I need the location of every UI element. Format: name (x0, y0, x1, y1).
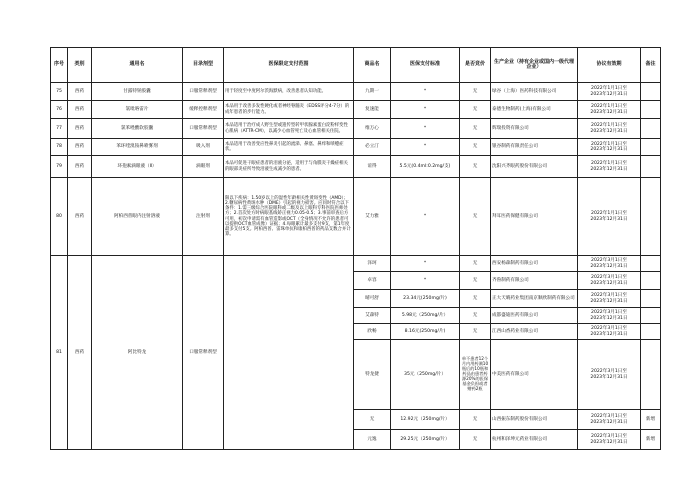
cell-manufacturer: 拜耳医药保健有限公司 (491, 178, 578, 256)
cell-price: * (391, 101, 460, 119)
cell-dosage-form: 注射剂 (183, 178, 224, 256)
cell-validity (578, 324, 641, 340)
cell-generic-name: 甘露特钠胶囊 (92, 83, 183, 101)
validity-end: 2023年12月31日 (590, 147, 628, 152)
cell-category: 西药 (68, 101, 92, 119)
validity-start: 2022年1月1日至 (591, 104, 627, 110)
cell-brand: 维万心 (354, 119, 391, 139)
cell-no: 81 (51, 256, 68, 450)
cell-price: 35元（250mg/片） (391, 340, 460, 410)
cell-note (641, 156, 661, 178)
cell-price: 29.25元（250mg/片） (391, 430, 460, 450)
cell-category: 西药 (68, 83, 92, 101)
validity-start: 2022年1月1日至 (591, 123, 627, 129)
cell-validity (578, 83, 641, 101)
cell-bidding: 无 (460, 119, 491, 139)
cell-note (641, 101, 661, 119)
cell-dosage-form: 滴眼剂 (183, 156, 224, 178)
cell-no: 79 (51, 156, 68, 178)
header-category: 类别 (68, 48, 92, 83)
cell-scope: 限以下疾病：1.50岁以上的湿性年龄相关性黄斑变性（AMD）；2.糖尿病性黄斑水肿（DME）引起的视力损害。应同时符合以下条件：1.需三级综合医院眼科或二级及以上眼科专科医院医师处方；2.首次处方时病眼基线矫正视力0.05-0.5；3.事前审查后方可用，初次申请需有血管造影或OCT（全身情况不允许的患者可以提供OCT血管成像）证据；4.每眼累计最多支付9支，第1年度最多支付5支。阿柏西普、雷珠单抗和康柏西普的药品支数合并计算。 (224, 178, 354, 256)
cell-brand: 欣畅 (354, 324, 391, 340)
cell-no: 75 (51, 83, 68, 101)
cell-dosage-form: 口服常释剂型 (183, 256, 224, 450)
cell-category: 西药 (68, 256, 92, 450)
cell-generic-name: 阿柏西普眼内注射溶液 (92, 178, 183, 256)
cell-dosage-form: 口服常释剂型 (183, 83, 224, 101)
cell-manufacturer: 绿谷（上海）医药科技有限公司 (491, 83, 578, 101)
validity-start: 2022年3月1日至 (591, 310, 627, 316)
header-price: 医保支付标准 (391, 48, 460, 83)
cell-price: * (391, 272, 460, 290)
validity-end: 2023年12月31日 (590, 374, 628, 380)
cell-bidding: 无 (460, 139, 491, 156)
cell-bidding: 无 (460, 430, 491, 450)
cell-manufacturer: 中美医药有限公司 (491, 340, 578, 410)
validity-start: 2022年3月1日至 (591, 326, 627, 332)
cell-manufacturer: 辉瑞投资有限公司 (491, 119, 578, 139)
header-manufacturer: 生产企业（持有企业或国内一级代理企业） (491, 48, 578, 83)
cell-note (641, 340, 661, 410)
validity-end: 2023年12月31日 (590, 216, 628, 222)
validity-end: 2023年12月31日 (590, 109, 628, 115)
validity-start: 2022年1月1日至 (591, 141, 627, 147)
cell-brand: 必立汀 (354, 139, 391, 156)
validity-end: 2023年12月31日 (590, 419, 628, 425)
cell-scope (224, 256, 354, 450)
cell-generic-name: 环孢素滴眼液（Ⅱ） (92, 156, 183, 178)
cell-note (641, 139, 661, 156)
drug-catalog-table (50, 47, 661, 450)
header-validity: 协议有效期 (578, 48, 641, 83)
cell-validity (578, 139, 641, 156)
cell-bidding: 无 (460, 256, 491, 272)
validity-end: 2023年12月31日 (590, 91, 628, 97)
validity-start: 2022年3月1日至 (591, 414, 627, 420)
cell-brand: 复速能 (354, 101, 391, 119)
cell-brand: 谊得 (354, 156, 391, 178)
cell-brand: 九期一 (354, 83, 391, 101)
validity-start: 2022年1月1日至 (591, 211, 627, 217)
validity-start: 2022年3月1日至 (591, 369, 627, 375)
cell-validity (578, 290, 641, 308)
cell-validity (578, 156, 641, 178)
cell-generic-name: 氯吡咯雷片 (92, 101, 183, 119)
header-scope: 医保限定支付范围 (224, 48, 354, 83)
cell-scope: 用于轻度至中度阿尔茨海默病，改善患者认知功能。 (224, 83, 354, 101)
cell-manufacturer: 山西振东制药股份有限公司 (491, 410, 578, 430)
cell-scope: 本品适用于治疗成人野生型或遗传型转甲状腺素蛋白淀粉样变性心肌病（ATTR-CM），以减少心血管死亡及心血管相关住院。 (224, 119, 354, 139)
cell-category: 西药 (68, 139, 92, 156)
cell-dosage-form: 缓释控释剂型 (183, 101, 224, 119)
cell-note (641, 308, 661, 324)
cell-category: 西药 (68, 178, 92, 256)
cell-price: 12.92元（250mg/片） (391, 410, 460, 430)
cell-price: 8.16元(250mg/片) (391, 324, 460, 340)
validity-start: 2022年3月1日至 (591, 275, 627, 281)
cell-price: * (391, 178, 460, 256)
cell-bidding: 无 (460, 272, 491, 290)
cell-note (641, 178, 661, 256)
cell-brand: 卓容 (354, 272, 391, 290)
cell-brand: 元逸 (354, 430, 391, 450)
table-row (51, 83, 661, 101)
cell-bidding: 无 (460, 410, 491, 430)
cell-brand: 特龙捷 (354, 340, 391, 410)
cell-dosage-form: 吸入剂 (183, 139, 224, 156)
cell-brand: 艾力雅 (354, 178, 391, 256)
cell-validity (578, 101, 641, 119)
header-brand: 商品名 (354, 48, 391, 83)
header-generic-name: 通用名 (92, 48, 183, 83)
validity-start: 2022年3月1日至 (591, 258, 627, 264)
cell-brand: 艾森特 (354, 308, 391, 324)
cell-generic-name: 苯环喹溴铵鼻喷雾剂 (92, 139, 183, 156)
cell-dosage-form: 口服常释剂型 (183, 119, 224, 139)
cell-no: 76 (51, 101, 68, 119)
validity-start: 2022年1月1日至 (591, 161, 627, 167)
cell-manufacturer: 成都盛迪医药有限公司 (491, 308, 578, 324)
cell-no: 78 (51, 139, 68, 156)
cell-manufacturer: 泰德生物制药(上海)有限公司 (491, 101, 578, 119)
cell-bidding: 无 (460, 178, 491, 256)
cell-price: 5.98元（250mg/片） (391, 308, 460, 324)
cell-bidding: 无 (460, 101, 491, 119)
validity-end: 2023年12月31日 (590, 263, 628, 269)
table-row (51, 139, 661, 156)
cell-validity (578, 308, 641, 324)
cell-price: * (391, 83, 460, 101)
cell-generic-name: 氯苯唑酸软胶囊 (92, 119, 183, 139)
cell-note: 新增 (641, 410, 661, 430)
cell-bidding: 无 (460, 83, 491, 101)
cell-category: 西药 (68, 156, 92, 178)
header-dosage-form: 目录剂型 (183, 48, 224, 83)
cell-category: 西药 (68, 119, 92, 139)
validity-end: 2023年12月31日 (590, 331, 628, 337)
validity-start: 2022年1月1日至 (591, 86, 627, 92)
cell-validity (578, 178, 641, 256)
cell-scope: 本品可促进干眼症患者的泪液分泌，适用于与角膜炎干燥症相关的眼部炎症所导致泪液生成减少的患者。 (224, 156, 354, 178)
table-row (51, 101, 661, 119)
table-row (51, 156, 661, 178)
header-bidding: 是否竞价 (460, 48, 491, 83)
validity-start: 2022年3月1日至 (591, 293, 627, 299)
cell-price: * (391, 119, 460, 139)
cell-manufacturer: 杭州和泽坤元药业有限公司 (491, 430, 578, 450)
cell-scope: 本品适用于改善变应性鼻炎引起的流涕、鼻塞、鼻痒和喷嚏症状。 (224, 139, 354, 156)
cell-bidding: 无 (460, 156, 491, 178)
cell-brand: 泽珂 (354, 256, 391, 272)
cell-no: 80 (51, 178, 68, 256)
cell-note (641, 119, 661, 139)
validity-end: 2023年12月31日 (590, 439, 628, 445)
cell-validity (578, 410, 641, 430)
validity-end: 2023年12月31日 (590, 315, 628, 321)
cell-validity (578, 272, 641, 290)
cell-scope: 本品用于改善多发性硬化或者神经脊髓炎（EDSS评分4-7分）的成年患者的步行能力。 (224, 101, 354, 119)
validity-start: 2022年3月1日至 (591, 434, 627, 440)
cell-note (641, 324, 661, 340)
cell-validity (578, 430, 641, 450)
validity-end: 2023年12月31日 (590, 128, 628, 134)
cell-bidding: 无 (460, 324, 491, 340)
header-no: 序号 (51, 48, 68, 83)
cell-note: 新增 (641, 430, 661, 450)
cell-price: * (391, 256, 460, 272)
cell-manufacturer: 西安杨森制药有限公司 (491, 256, 578, 272)
cell-validity (578, 256, 641, 272)
cell-generic-name: 阿比特龙 (92, 256, 183, 450)
cell-brand: 无 (354, 410, 391, 430)
cell-brand: 晴可舒 (354, 290, 391, 308)
table-row (51, 119, 661, 139)
validity-end: 2023年12月31日 (590, 298, 628, 304)
cell-validity (578, 119, 641, 139)
validity-end: 2023年12月31日 (590, 166, 628, 172)
cell-note (641, 290, 661, 308)
cell-manufacturer: 沈阳兴齐眼药股份有限公司 (491, 156, 578, 178)
cell-manufacturer: 齐鲁制药有限公司 (491, 272, 578, 290)
header-note: 备注 (641, 48, 661, 83)
validity-end: 2023年12月31日 (590, 280, 628, 286)
cell-manufacturer: 正大天晴药业集团南京顺欣制药有限公司 (491, 290, 578, 308)
cell-price: 23.34元(250mg/片) (391, 290, 460, 308)
cell-note (641, 83, 661, 101)
cell-price: * (391, 139, 460, 156)
table-row (51, 256, 661, 272)
cell-manufacturer: 银谷制药有限责任公司 (491, 139, 578, 156)
cell-validity (578, 340, 641, 410)
cell-manufacturer: 江西山香药业有限公司 (491, 324, 578, 340)
table-header-row (51, 48, 661, 83)
cell-bidding: 无 (460, 290, 491, 308)
cell-note (641, 256, 661, 272)
cell-bidding: 单不患者12个月内用药满10瓶后的10瓶和药品由患者药源20%的医保基金负担或者赠药2瓶 (460, 340, 491, 410)
cell-bidding: 无 (460, 308, 491, 324)
cell-no: 77 (51, 119, 68, 139)
table-row (51, 178, 661, 256)
cell-note (641, 272, 661, 290)
cell-price: 5.5元(0.4ml:0.2mg/支) (391, 156, 460, 178)
